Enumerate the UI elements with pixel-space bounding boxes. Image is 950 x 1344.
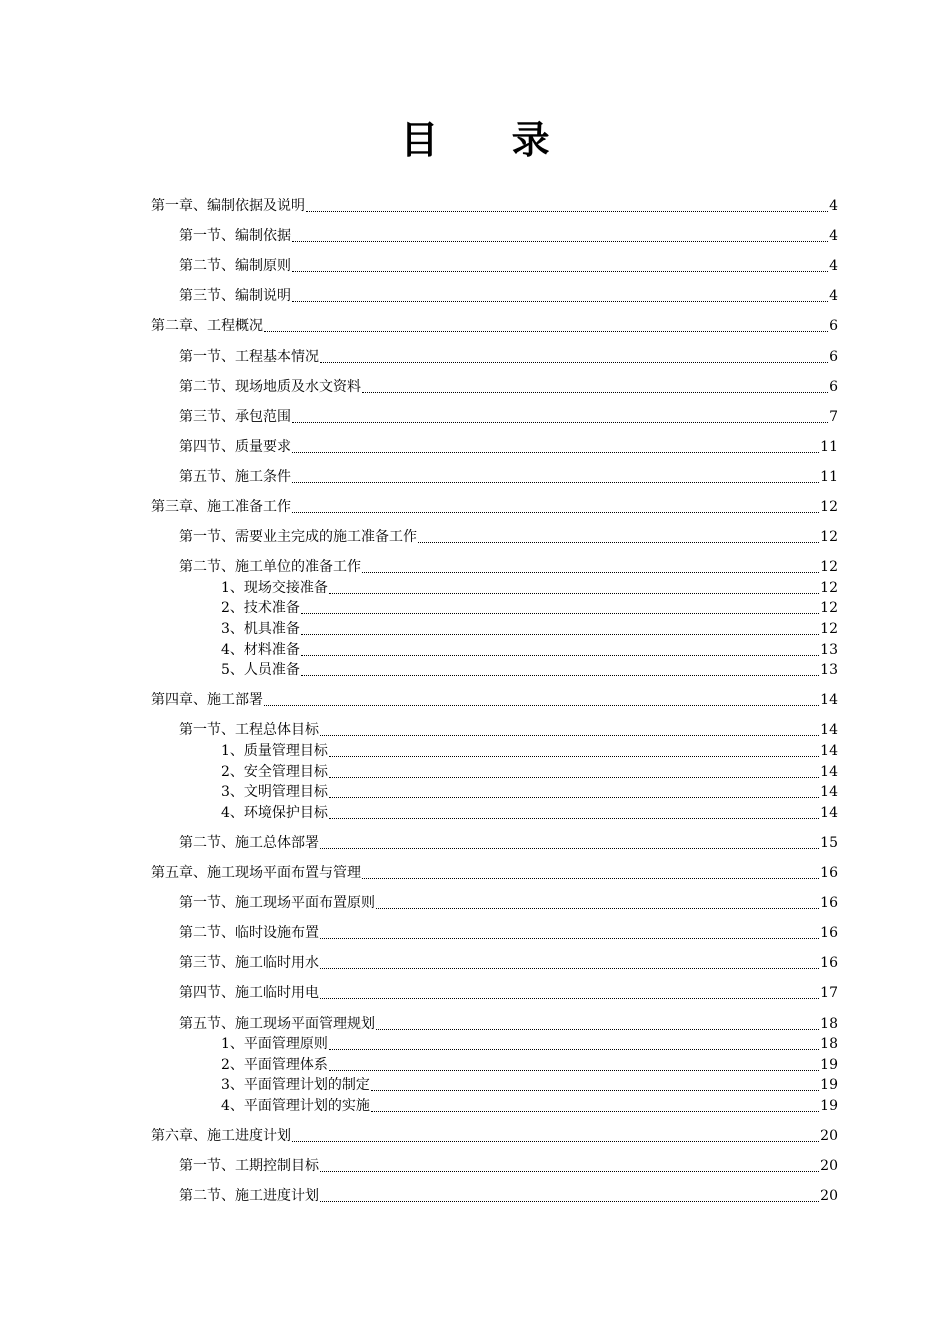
toc-page-number: 11 <box>820 468 838 485</box>
toc-entry-label: 第一节、工程总体目标 <box>179 722 319 739</box>
toc-entry[interactable] <box>151 578 838 598</box>
toc-entry-label: 第一节、施工现场平面布置原则 <box>179 895 375 912</box>
toc-dot-leader <box>418 542 819 543</box>
toc-page-number: 4 <box>829 198 838 214</box>
toc-entry[interactable] <box>151 762 838 782</box>
toc-dot-leader <box>371 1111 819 1112</box>
toc-page-number: 4 <box>829 288 838 305</box>
toc-entry[interactable] <box>151 983 838 1003</box>
toc-page-number: 7 <box>829 408 838 425</box>
toc-entry-label: 第一节、需要业主完成的施工准备工作 <box>179 529 417 546</box>
toc-entry[interactable] <box>151 923 838 943</box>
toc-dot-leader <box>320 848 819 849</box>
toc-entry[interactable] <box>151 196 838 216</box>
toc-entry[interactable] <box>151 741 838 761</box>
toc-entry[interactable] <box>151 1014 838 1034</box>
toc-page-number: 6 <box>829 318 838 335</box>
toc-page-number: 14 <box>820 743 838 759</box>
toc-entry[interactable] <box>151 660 838 680</box>
toc-page-number: 16 <box>820 925 838 942</box>
toc-page-number: 12 <box>820 621 838 637</box>
toc-dot-leader <box>362 878 819 879</box>
toc-page-number: 17 <box>820 985 838 1002</box>
toc-dot-leader <box>329 1049 819 1050</box>
toc-entry[interactable] <box>151 690 838 710</box>
toc-entry-label: 第二节、施工总体部署 <box>179 834 319 851</box>
toc-entry-label: 第四节、质量要求 <box>179 438 291 455</box>
toc-entry-label: 1、平面管理原则 <box>221 1036 328 1053</box>
toc-dot-leader <box>320 362 828 363</box>
toc-page-number: 6 <box>829 348 838 365</box>
toc-dot-leader <box>301 655 819 656</box>
toc-entry[interactable] <box>151 953 838 973</box>
toc-dot-leader <box>292 271 828 272</box>
toc-entry-label: 第二章、工程概况 <box>151 318 263 335</box>
toc-page-number: 14 <box>820 692 838 709</box>
toc-dot-leader <box>329 756 819 757</box>
toc-entry-label: 第五节、施工条件 <box>179 468 291 485</box>
toc-page-number: 13 <box>820 641 838 658</box>
toc-page-number: 19 <box>820 1097 838 1114</box>
toc-dot-leader <box>329 797 819 798</box>
toc-page-number: 14 <box>820 784 838 801</box>
toc-page-number: 20 <box>820 1188 838 1205</box>
toc-entry-label: 第三节、承包范围 <box>179 408 291 425</box>
toc-entry-label: 4、平面管理计划的实施 <box>221 1097 370 1114</box>
toc-dot-leader <box>329 818 819 819</box>
toc-dot-leader <box>320 998 819 999</box>
toc-entry-label: 第二节、施工单位的准备工作 <box>179 559 361 576</box>
toc-entry-label: 1、现场交接准备 <box>221 579 328 596</box>
toc-entry[interactable] <box>151 1186 838 1206</box>
toc-entry-label: 第一节、工期控制目标 <box>179 1158 319 1175</box>
toc-entry[interactable] <box>151 377 838 397</box>
toc-page-number: 4 <box>829 228 838 245</box>
toc-entry[interactable] <box>151 782 838 802</box>
toc-entry-label: 第三节、编制说明 <box>179 288 291 305</box>
toc-dot-leader <box>292 482 819 483</box>
toc-entry-label: 4、材料准备 <box>221 641 300 658</box>
toc-page-number: 14 <box>820 722 838 739</box>
toc-dot-leader <box>362 572 819 573</box>
toc-dot-leader <box>320 1171 819 1172</box>
toc-entry[interactable] <box>151 863 838 883</box>
toc-dot-leader <box>320 1201 819 1202</box>
toc-entry-label: 第四章、施工部署 <box>151 692 263 709</box>
toc-page-number: 19 <box>820 1077 838 1094</box>
toc-dot-leader <box>362 392 828 393</box>
toc-entry[interactable] <box>151 226 838 246</box>
toc-dot-leader <box>306 211 828 212</box>
toc-dot-leader <box>301 634 819 635</box>
toc-entry[interactable] <box>151 407 838 427</box>
toc-entry-label: 第五节、施工现场平面管理规划 <box>179 1015 375 1032</box>
toc-dot-leader <box>329 777 819 778</box>
toc-entry[interactable] <box>151 598 838 618</box>
toc-page-number: 18 <box>820 1036 838 1053</box>
toc-dot-leader <box>320 968 819 969</box>
toc-entry[interactable] <box>151 1096 838 1116</box>
toc-page-number: 14 <box>820 804 838 821</box>
toc-entry[interactable] <box>151 1055 838 1075</box>
toc-entry-label: 第二节、施工进度计划 <box>179 1188 319 1205</box>
toc-page-number: 13 <box>820 662 838 679</box>
toc-entry-label: 第一章、编制依据及说明 <box>151 198 305 214</box>
toc-dot-leader <box>292 241 828 242</box>
toc-dot-leader <box>329 1070 819 1071</box>
toc-page-number: 19 <box>820 1056 838 1073</box>
toc-page-number: 18 <box>820 1015 838 1032</box>
toc-dot-leader <box>376 1029 819 1030</box>
toc-entry[interactable] <box>151 316 838 336</box>
toc-dot-leader <box>301 675 819 676</box>
toc-entry-label: 第一节、编制依据 <box>179 228 291 245</box>
toc-page-number: 20 <box>820 1158 838 1175</box>
toc-dot-leader <box>264 331 828 332</box>
toc-page-number: 12 <box>820 529 838 546</box>
toc-entry-label: 3、机具准备 <box>221 621 300 637</box>
toc-entry-label: 第三章、施工准备工作 <box>151 499 291 515</box>
toc-entry[interactable] <box>151 256 838 276</box>
toc-entry-label: 第二节、临时设施布置 <box>179 925 319 942</box>
toc-page-number: 14 <box>820 763 838 780</box>
toc-dot-leader <box>292 1141 819 1142</box>
toc-entry[interactable] <box>151 286 838 306</box>
toc-entry-label: 4、环境保护目标 <box>221 804 328 821</box>
toc-dot-leader <box>320 938 819 939</box>
toc-page-number: 16 <box>820 865 838 881</box>
toc-entry-label: 3、平面管理计划的制定 <box>221 1077 370 1094</box>
toc-entry[interactable] <box>151 527 838 547</box>
toc-entry[interactable] <box>151 1156 838 1176</box>
toc-entry-label: 2、平面管理体系 <box>221 1056 328 1073</box>
toc-dot-leader <box>301 613 819 614</box>
toc-page-number: 12 <box>820 579 838 596</box>
toc-entry-label: 第二节、现场地质及水文资料 <box>179 378 361 395</box>
toc-entry[interactable] <box>151 803 838 823</box>
toc-entry[interactable] <box>151 640 838 660</box>
toc-dot-leader <box>329 593 819 594</box>
toc-dot-leader <box>320 735 819 736</box>
toc-page-number: 15 <box>820 834 838 851</box>
toc-entry-label: 第二节、编制原则 <box>179 258 291 275</box>
toc-dot-leader <box>376 908 819 909</box>
toc-entry[interactable] <box>151 893 838 913</box>
toc-entry-label: 第六章、施工进度计划 <box>151 1128 291 1144</box>
toc-entry-label: 第五章、施工现场平面布置与管理 <box>151 865 361 881</box>
toc-page-number: 11 <box>820 438 838 455</box>
toc-entry-label: 第四节、施工临时用电 <box>179 985 319 1002</box>
toc-entry[interactable] <box>151 720 838 740</box>
toc-entry[interactable] <box>151 619 838 639</box>
toc-dot-leader <box>292 301 828 302</box>
toc-entry-label: 3、文明管理目标 <box>221 784 328 801</box>
toc-entry[interactable] <box>151 1034 838 1054</box>
toc-page-number: 20 <box>820 1128 838 1144</box>
toc-page-number: 12 <box>820 499 838 515</box>
toc-dot-leader <box>292 512 819 513</box>
toc-entry-label: 2、技术准备 <box>221 600 300 617</box>
toc-page-number: 4 <box>829 258 838 275</box>
toc-page-number: 12 <box>820 559 838 576</box>
toc-entry-label: 第三节、施工临时用水 <box>179 955 319 972</box>
toc-entry[interactable] <box>151 557 838 577</box>
toc-page-number: 16 <box>820 955 838 972</box>
toc-dot-leader <box>371 1090 819 1091</box>
toc-page-number: 12 <box>820 600 838 617</box>
toc-entry-label: 1、质量管理目标 <box>221 743 328 759</box>
toc-dot-leader <box>264 705 819 706</box>
toc-dot-leader <box>292 452 819 453</box>
toc-entry[interactable] <box>151 497 838 517</box>
toc-entry[interactable] <box>151 467 838 487</box>
toc-entry[interactable] <box>151 1075 838 1095</box>
toc-entry[interactable] <box>151 833 838 853</box>
toc-page-number: 6 <box>829 378 838 395</box>
toc-dot-leader <box>292 422 828 423</box>
page-title: 目 录 <box>400 118 580 162</box>
toc-entry[interactable] <box>151 437 838 457</box>
toc-page-number: 16 <box>820 895 838 912</box>
toc-entry[interactable] <box>151 347 838 367</box>
toc-entry-label: 2、安全管理目标 <box>221 763 328 780</box>
toc-entry-label: 5、人员准备 <box>221 662 300 679</box>
toc-entry[interactable] <box>151 1126 838 1146</box>
toc-entry-label: 第一节、工程基本情况 <box>179 348 319 365</box>
